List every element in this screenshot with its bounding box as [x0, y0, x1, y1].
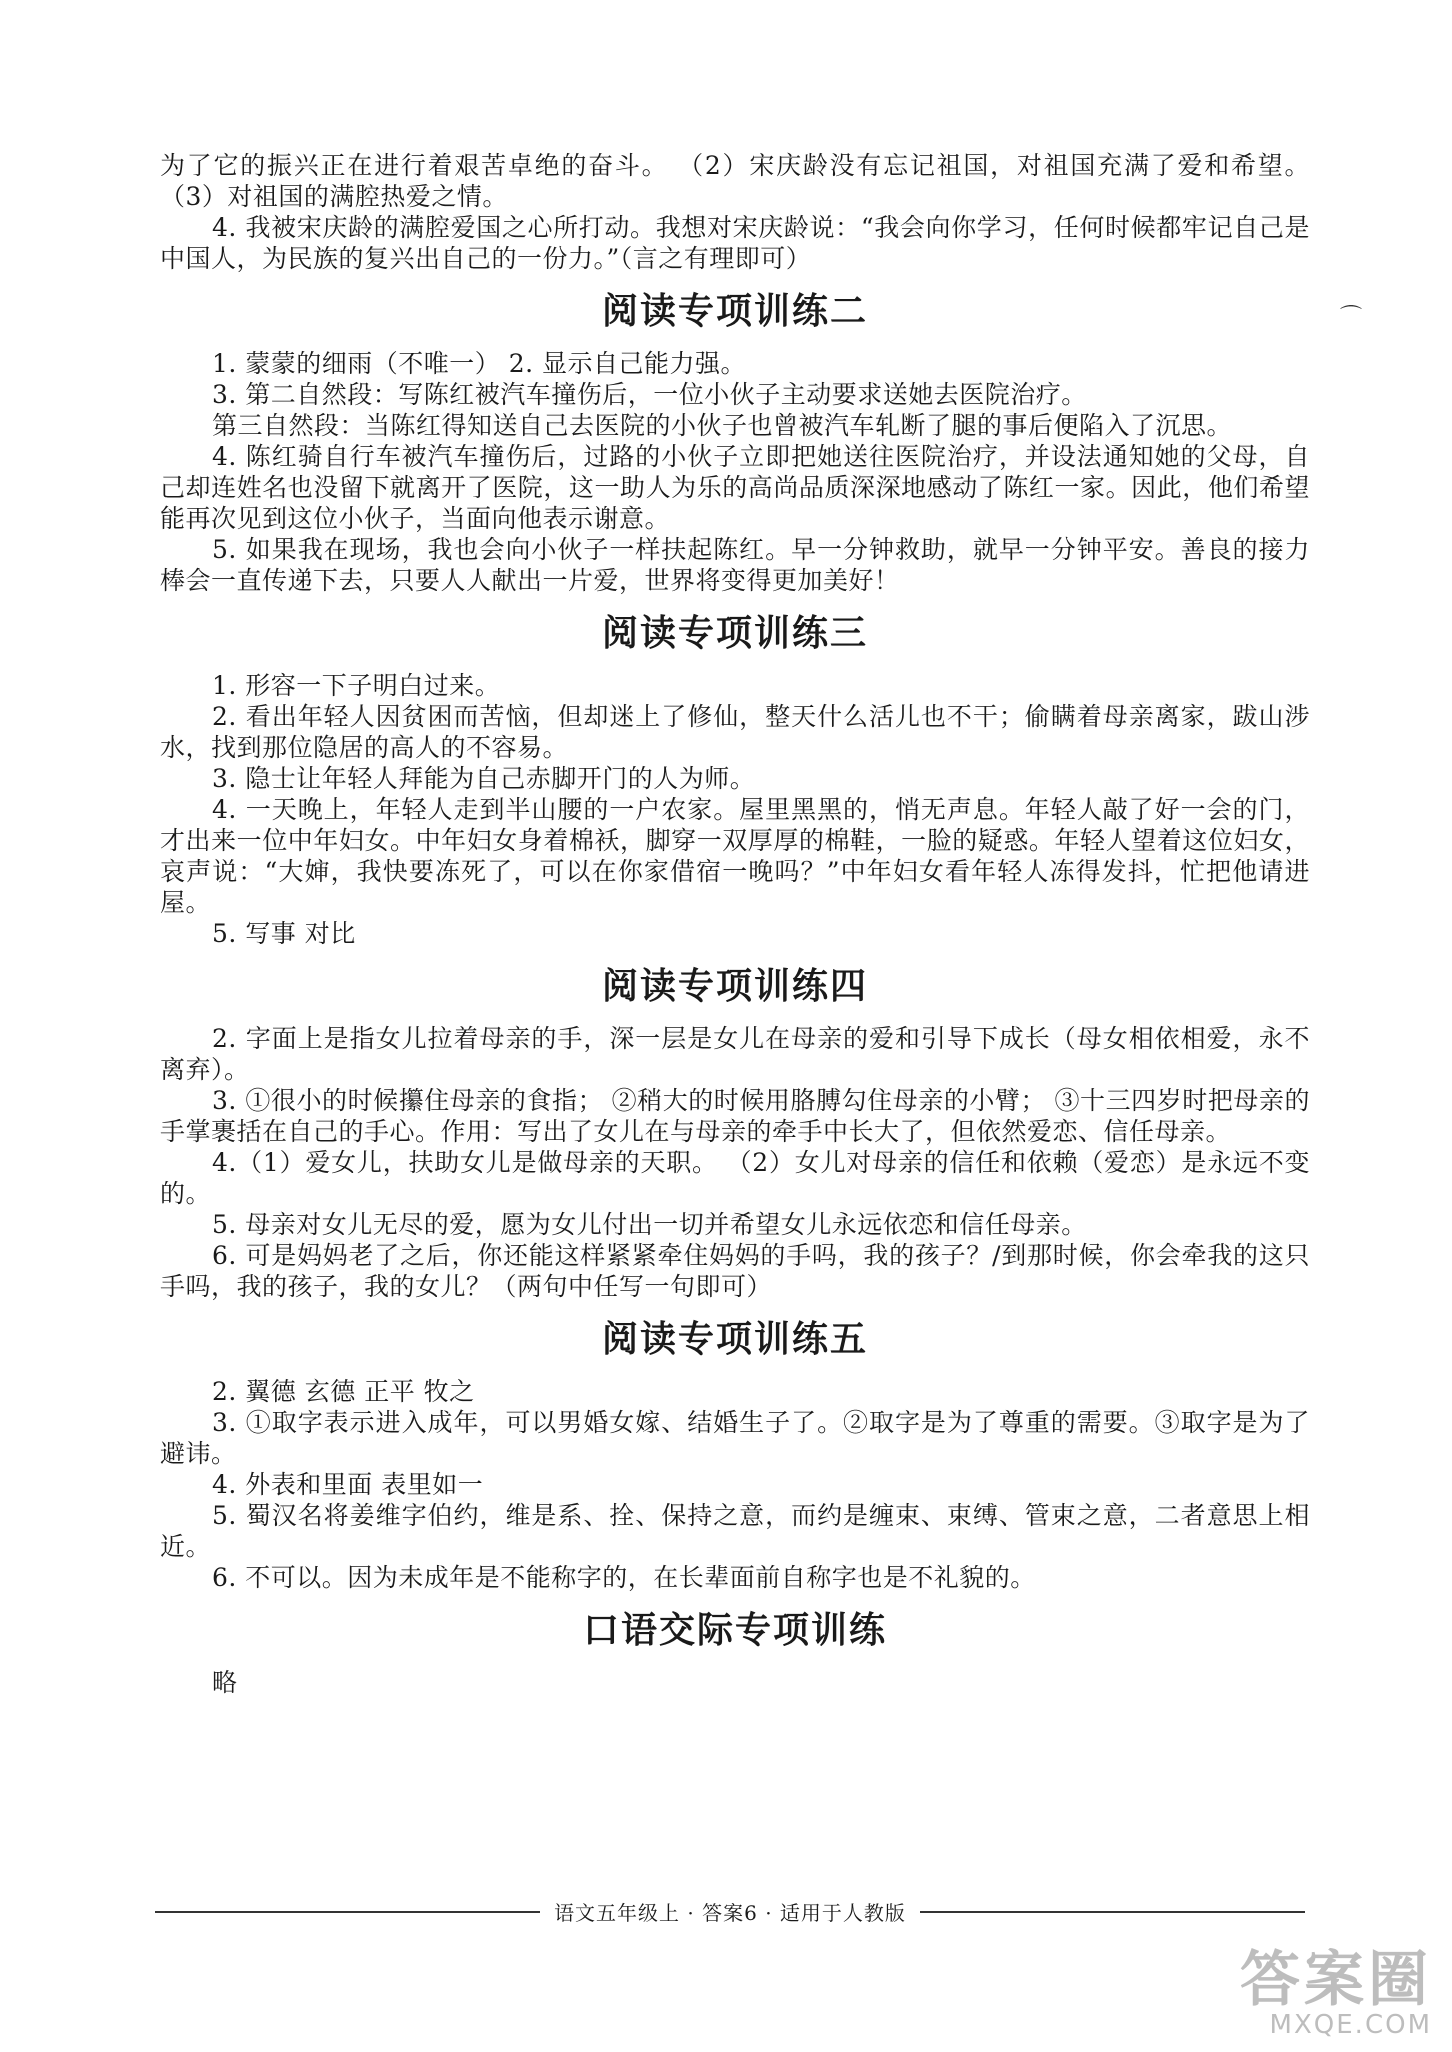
footer-text: 语文五年级上 · 答案6 · 适用于人教版 [554, 1901, 906, 1925]
section-5 [160, 1318, 1310, 1593]
answer-item: 2. 看出年轻人因贫困而苦恼，但却迷上了修仙，整天什么活儿也不干；偷瞒着母亲离家，跋山涉水，找到那位隐居的高人的不容易。 [160, 702, 1310, 762]
answer-item: 5. 写事 对比 [212, 919, 356, 948]
answer-item: 5. 蜀汉名将姜维字伯约，维是系、拴、保持之意，而约是缠束、束缚、管束之意，二者意思上相近。 [160, 1501, 1310, 1561]
answer-item: 4. 陈红骑自行车被汽车撞伤后，过路的小伙子立即把她送往医院治疗，并设法通知她的父母，自己却连姓名也没留下就离开了医院，这一助人为乐的高尚品质深深地感动了陈红一家。因此，他们希望能再次见到这位小伙子，当面向他表示谢意。 [160, 442, 1310, 533]
section-title: 阅读专项训练二 [601, 291, 868, 332]
intro-paragraph-2: 4. 我被宋庆龄的满腔爱国之心所打动。我想对宋庆龄说：“我会向你学习，任何时候都牢记自己是中国人，为民族的复兴出自己的一份力。”（言之有理即可） [160, 213, 1310, 273]
section-oral [160, 1609, 1310, 1698]
page-footer [155, 1897, 1305, 1926]
answer-item: 4.（1）爱女儿，扶助女儿是做母亲的天职。 （2）女儿对母亲的信任和依赖（爱恋）是永远不变的。 [160, 1148, 1310, 1208]
answer-item: 3. 第二自然段：写陈红被汽车撞伤后，一位小伙子主动要求送她去医院治疗。 [212, 380, 1087, 409]
section-title: 阅读专项训练五 [601, 1319, 868, 1360]
answer-item: 3. ①很小的时候攥住母亲的食指； ②稍大的时候用胳膊勾住母亲的小臂； ③十三四岁时把母亲的手掌裹括在自己的手心。作用：写出了女儿在与母亲的牵手中长大了，但依然爱恋、信任母亲。 [160, 1086, 1310, 1146]
watermark-logo [1240, 1945, 1432, 2040]
answer-item: 第三自然段：当陈红得知送自己去医院的小伙子也曾被汽车轧断了腿的事后便陷入了沉思。 [212, 411, 1233, 440]
answer-item: 1. 蒙蒙的细雨（不唯一） 2. 显示自己能力强。 [212, 349, 747, 378]
answer-item: 6. 不可以。因为未成年是不能称字的，在长辈面前自称字也是不礼貌的。 [212, 1563, 1036, 1592]
answer-item: 6. 可是妈妈老了之后，你还能这样紧紧牵住妈妈的手吗，我的孩子？/到那时候，你会牵我的这只手吗，我的孩子，我的女儿？（两句中任写一句即可） [160, 1241, 1310, 1301]
section-3 [160, 612, 1310, 949]
answer-item: 2. 翼德 玄德 正平 牧之 [212, 1377, 475, 1406]
answer-item: 3. 隐士让年轻人拜能为自己赤脚开门的人为师。 [212, 764, 756, 793]
section-title: 阅读专项训练四 [601, 966, 868, 1007]
section-title: 口语交际专项训练 [582, 1610, 887, 1651]
answer-page [160, 150, 1310, 1698]
section-title: 阅读专项训练三 [601, 613, 868, 654]
answer-item: 5. 母亲对女儿无尽的爱，愿为女儿付出一切并希望女儿永远依恋和信任母亲。 [212, 1210, 1087, 1239]
intro-paragraph-1: 为了它的振兴正在进行着艰苦卓绝的奋斗。 （2）宋庆龄没有忘记祖国，对祖国充满了爱和希望。 （3）对祖国的满腔热爱之情。 [160, 151, 1310, 211]
section-2 [160, 290, 1310, 596]
answer-item: 3. ①取字表示进入成年，可以男婚女嫁、结婚生子了。②取字是为了尊重的需要。③取字是为了避讳。 [160, 1408, 1310, 1468]
answer-item: 5. 如果我在现场，我也会向小伙子一样扶起陈红。早一分钟救助，就早一分钟平安。善良的接力棒会一直传递下去，只要人人献出一片爱，世界将变得更加美好！ [160, 535, 1310, 595]
answer-item: 4. 外表和里面 表里如一 [212, 1470, 484, 1499]
answer-item: 4. 一天晚上，年轻人走到半山腰的一户农家。屋里黑黑的，悄无声息。年轻人敲了好一会的门，才出来一位中年妇女。中年妇女身着棉袄，脚穿一双厚厚的棉鞋，一脸的疑惑。年轻人望着这位妇女，哀声说：“大婶，我快要冻死了，可以在你家借宿一晚吗？”中年妇女看年轻人冻得发抖，忙把他请进屋。 [160, 795, 1310, 917]
scan-mark-icon: ⌒ [1339, 305, 1362, 330]
answer-item: 1. 形容一下子明白过来。 [212, 671, 501, 700]
section-4 [160, 965, 1310, 1302]
answer-item: 2. 字面上是指女儿拉着母亲的手，深一层是女儿在母亲的爱和引导下成长（母女相依相爱，永不离弃）。 [160, 1024, 1310, 1084]
answer-item: 略 [212, 1668, 238, 1697]
footer-rule-right [920, 1911, 1305, 1913]
watermark-line2: MXQE.COM [1269, 2010, 1432, 2040]
watermark-line1: 答案圈 [1240, 1945, 1432, 2015]
footer-rule-left [155, 1911, 540, 1913]
